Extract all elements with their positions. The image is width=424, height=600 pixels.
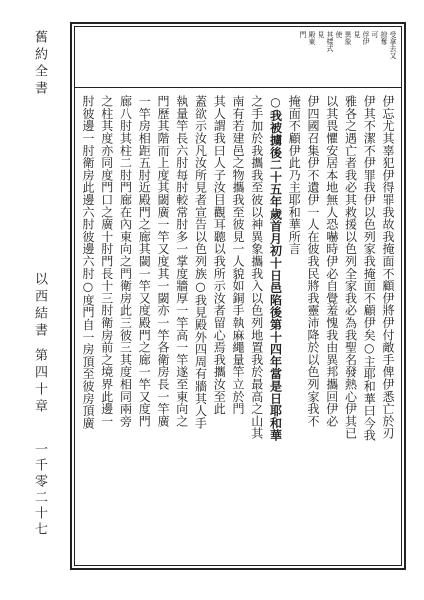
verse-column: 伊其不潔不伊罪我伊以色列家我掩面不顧伊矣○主耶和華曰今我	[362, 95, 377, 442]
verse-column: 之手加於我攜我至彼以神異象攜我入以色列地置我於最高之山其	[249, 95, 264, 440]
annotation: 使	[335, 31, 343, 38]
verse-column: 其人謂我曰人子汝目觀耳聽以我所示汝者留心焉我攜汝至此	[212, 95, 227, 415]
verse-column: 廊八肘其柱二肘門廊在內東向之門衛房此三彼三其度相同兩旁	[118, 95, 133, 428]
verse-column: 之柱其度亦同度門口之廣十肘門長十三肘衛房前之境界此邊一	[99, 95, 114, 428]
annotation: 門	[299, 31, 307, 38]
text-frame	[70, 22, 406, 570]
annotation-list	[299, 31, 397, 83]
verse-column: 雅各之遇亡者我必其救援以色列全家我必為我聖名發熱心伊其已	[343, 95, 358, 440]
annotation: 受拿去又	[389, 31, 397, 59]
chapter-start-column: ○我被擄後二十五年歲首月初十日邑陷後第十四年當是日耶和華	[268, 95, 283, 442]
page-margin	[20, 22, 66, 570]
verse-columns	[81, 95, 395, 557]
verse-column: 門歷其階而上度其閾廣一竿又度其一閾亦一竿各衛房長一竿廣	[156, 95, 170, 428]
verse-column: 掩面不顧伊此乃主耶和華所言	[287, 95, 302, 255]
verse-column: 一竿房相距五肘近殿門之廊其閾一竿又度殿門之廊一竿又度門	[137, 95, 152, 428]
annotation: 其樣式	[326, 31, 334, 52]
verse-column: 伊四國召集伊不遺伊一人在彼我民將我靈沛降於以色列家我不	[306, 95, 320, 428]
annotation-band	[75, 27, 401, 88]
frame-inner-border	[74, 26, 402, 566]
verse-column: 執量竿長六肘每肘較常肘多一掌度牆厚一竿高一竿遂至東向之	[174, 95, 189, 428]
chapter-heading	[30, 272, 49, 416]
annotation: 掠奪	[380, 31, 388, 45]
book-title: 舊約全書	[32, 30, 47, 98]
annotation: 異象	[344, 31, 352, 45]
verse-column: 以其畏懼安居本地無人恐嚇時伊必自覺羞愧我由異邦攜回伊必	[324, 95, 339, 428]
annotation: 見	[353, 31, 361, 38]
page-number: 一千零二十七	[32, 442, 47, 538]
annotation: 殿東	[308, 31, 316, 45]
chapter-number: 第四十章	[32, 348, 47, 417]
verse-column: 伊忘尤其辜犯伊得罪我故我掩面不顧伊將伊付敵手俾伊悉亡於刃	[381, 95, 395, 440]
annotation: 俘伊	[362, 31, 370, 45]
verse-column: 蓋欲示汝凡汝所見者宣告以色列族○我見殿外四周有牆其人手	[193, 95, 208, 430]
verse-column: 南有若建邑之物攜我至彼見一人貌如銅手執麻繩量竿立於門	[231, 95, 245, 415]
verse-column: 肘彼邊一肘衛房此邊六肘彼邊六肘○度門自一房頂至彼房頂廣	[81, 95, 95, 430]
annotation: 見	[317, 31, 325, 38]
chapter-book: 以西結書	[32, 272, 47, 340]
annotation: 可	[371, 31, 379, 38]
